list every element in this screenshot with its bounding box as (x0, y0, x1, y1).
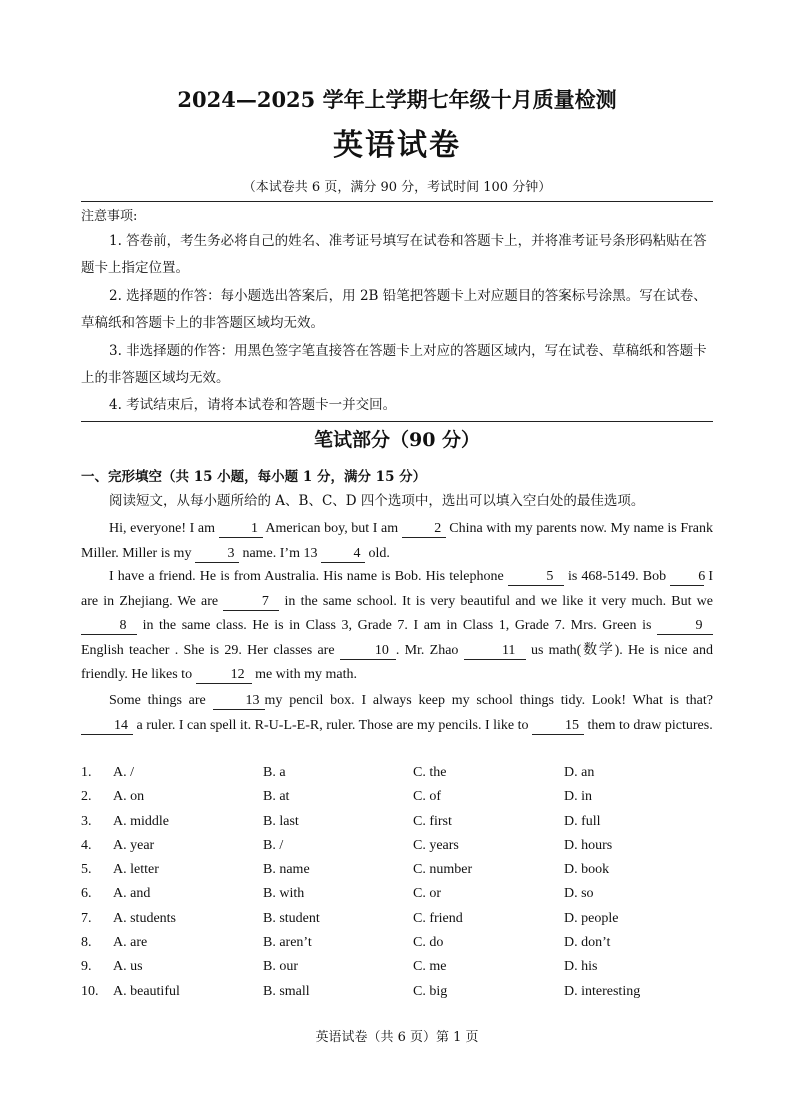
top-divider (81, 201, 713, 202)
passage-text: old. (364, 545, 390, 561)
question-row (81, 908, 713, 932)
question-number: 6. (81, 886, 92, 902)
blank-12: 12 (196, 667, 252, 684)
blank-7: 7 (223, 594, 279, 611)
passage-text: . Mr. Zhao (395, 642, 464, 658)
option-c: C. number (413, 862, 473, 878)
blank-15: 15 (532, 718, 584, 735)
option-c: C. of (413, 789, 441, 805)
passage-text: I have a friend. He is from Australia. His name is Bob. His telephone (109, 569, 508, 584)
question-number: 4. (81, 837, 92, 853)
question-row (81, 859, 713, 883)
passage-text: them to draw pictures. (584, 717, 713, 733)
option-b: B. at (263, 789, 290, 805)
question-number: 1. (81, 765, 92, 780)
option-b: B. last (263, 813, 299, 829)
passage-text: us math(数学). He is nice and friendly. He likes to (81, 642, 713, 682)
blank-11: 11 (464, 643, 526, 660)
passage-text: my pencil box. I always keep my school things tidy. Look! What is that? (264, 693, 713, 708)
option-b: B. our (263, 959, 298, 975)
blank-3: 3 (195, 546, 239, 563)
option-b: B. a (263, 765, 286, 780)
blank-14: 14 (81, 718, 133, 735)
option-a: A. and (113, 886, 151, 902)
option-c: C. the (413, 765, 447, 780)
option-d: D. full (564, 813, 601, 829)
passage-text: English teacher . She is 29. Her classes are (81, 642, 340, 658)
option-a: A. are (113, 935, 148, 951)
option-a: A. / (113, 765, 134, 780)
question-row (81, 786, 713, 810)
passage-text: Some things are (109, 693, 213, 708)
question-number: 3. (81, 813, 92, 829)
blank-5: 5 (508, 569, 564, 586)
option-d: D. interesting (564, 983, 641, 999)
passage-text: a ruler. I can spell it. R-U-L-E-R, ruler. Those are my pencils. I like to (133, 717, 533, 733)
question-row (81, 835, 713, 859)
blank-13: 13 (213, 693, 265, 710)
question-options (81, 762, 713, 1005)
option-a: A. on (113, 789, 145, 805)
question-number: 2. (81, 789, 92, 805)
question-row (81, 956, 713, 980)
exam-info: （本试卷共 6 页，满分 90 分，考试时间 100 分钟） (242, 180, 552, 195)
option-a: A. year (113, 837, 155, 853)
option-d: D. so (564, 886, 594, 902)
blank-2: 2 (402, 521, 446, 538)
passage-text: Hi, everyone! I am (109, 521, 219, 536)
option-b: B. small (263, 983, 310, 999)
blank-6: 6 (670, 569, 704, 586)
notes-heading: 注意事项: (81, 209, 138, 224)
option-d: D. book (564, 862, 610, 878)
option-a: A. students (113, 910, 176, 926)
notes-divider (81, 421, 713, 422)
option-a: A. middle (113, 813, 169, 829)
option-c: C. years (413, 837, 459, 853)
passage-text: in the same class. He is in Class 3, Grade 7. I am in Class 1, Grade 7. Mrs. Green is (137, 618, 657, 633)
note-item-4: 4. 考试结束后，请将本试卷和答题卡一并交回。 (109, 397, 397, 413)
option-c: C. me (413, 959, 447, 975)
passage-text: American boy, but I am (262, 521, 402, 536)
question-row (81, 883, 713, 907)
option-b: B. aren’t (263, 935, 312, 951)
note-item-2: 2. 选择题的作答：每小题选出答案后，用 2B 铅笔把答题卡上对应题目的答案标号涂黑。写在试卷、草稿纸和答题卡上的非答题区域均无效。 (81, 288, 707, 331)
passage-paragraph-2 (81, 565, 713, 688)
option-d: D. an (564, 765, 595, 780)
question-number: 5. (81, 862, 92, 878)
option-b: B. / (263, 837, 284, 853)
note-item-1: 1. 答卷前，考生务必将自己的姓名、准考证号填写在试卷和答题卡上，并将准考证号条形码粘贴在答题卡上指定位置。 (81, 233, 707, 276)
option-b: B. name (263, 862, 310, 878)
section-instruction: 阅读短文，从每小题所给的 A、B、C、D 四个选项中，选出可以填入空白处的最佳选项。 (109, 493, 645, 509)
option-c: C. friend (413, 910, 463, 926)
section-title: 一、完形填空（共 15 小题，每小题 1 分，满分 15 分） (81, 469, 427, 485)
question-number: 8. (81, 935, 92, 951)
passage-text: I are in Zhejiang. We are (81, 569, 713, 609)
option-d: D. don’t (564, 935, 611, 951)
question-number: 7. (81, 910, 92, 926)
blank-1: 1 (219, 521, 263, 538)
note-item-3: 3. 非选择题的作答：用黑色签字笔直接答在答题卡上对应的答题区域内，写在试卷、草稿纸和答题卡上的非答题区域均无效。 (81, 343, 707, 386)
question-number: 10. (81, 983, 99, 999)
page-footer: 英语试卷（共 6 页）第 1 页 (315, 1030, 479, 1045)
option-c: C. first (413, 813, 452, 829)
option-d: D. people (564, 910, 619, 926)
option-d: D. his (564, 959, 598, 975)
passage-text: in the same school. It is very beautiful and we like it very much. But we (279, 593, 713, 609)
question-row (81, 762, 713, 786)
option-d: D. hours (564, 837, 613, 853)
passage-text: is 468-5149. Bob (563, 569, 671, 584)
option-a: A. us (113, 959, 143, 975)
part-title: 笔试部分（90 分） (313, 429, 481, 451)
question-row (81, 981, 713, 1005)
option-c: C. do (413, 935, 444, 951)
option-b: B. student (263, 910, 320, 926)
option-c: C. or (413, 886, 441, 902)
passage-paragraph-1 (81, 517, 713, 566)
option-d: D. in (564, 789, 592, 805)
question-row (81, 811, 713, 835)
option-a: A. beautiful (113, 983, 180, 999)
option-b: B. with (263, 886, 305, 902)
subject-title: 英语试卷 (333, 128, 461, 163)
question-row (81, 932, 713, 956)
blank-4: 4 (321, 546, 365, 563)
blank-9: 9 (657, 618, 713, 635)
option-c: C. big (413, 983, 448, 999)
passage-text: me with my math. (251, 667, 357, 682)
blank-10: 10 (340, 643, 396, 660)
exam-title: 2024—2025 学年上学期七年级十月质量检测 (177, 87, 617, 112)
option-a: A. letter (113, 862, 159, 878)
passage-text: China with my parents now. My name is Frank Miller. Miller is my (81, 521, 713, 561)
passage-text: name. I’m 13 (238, 545, 321, 561)
question-number: 9. (81, 959, 92, 975)
passage-paragraph-3 (81, 689, 713, 738)
blank-8: 8 (81, 618, 137, 635)
